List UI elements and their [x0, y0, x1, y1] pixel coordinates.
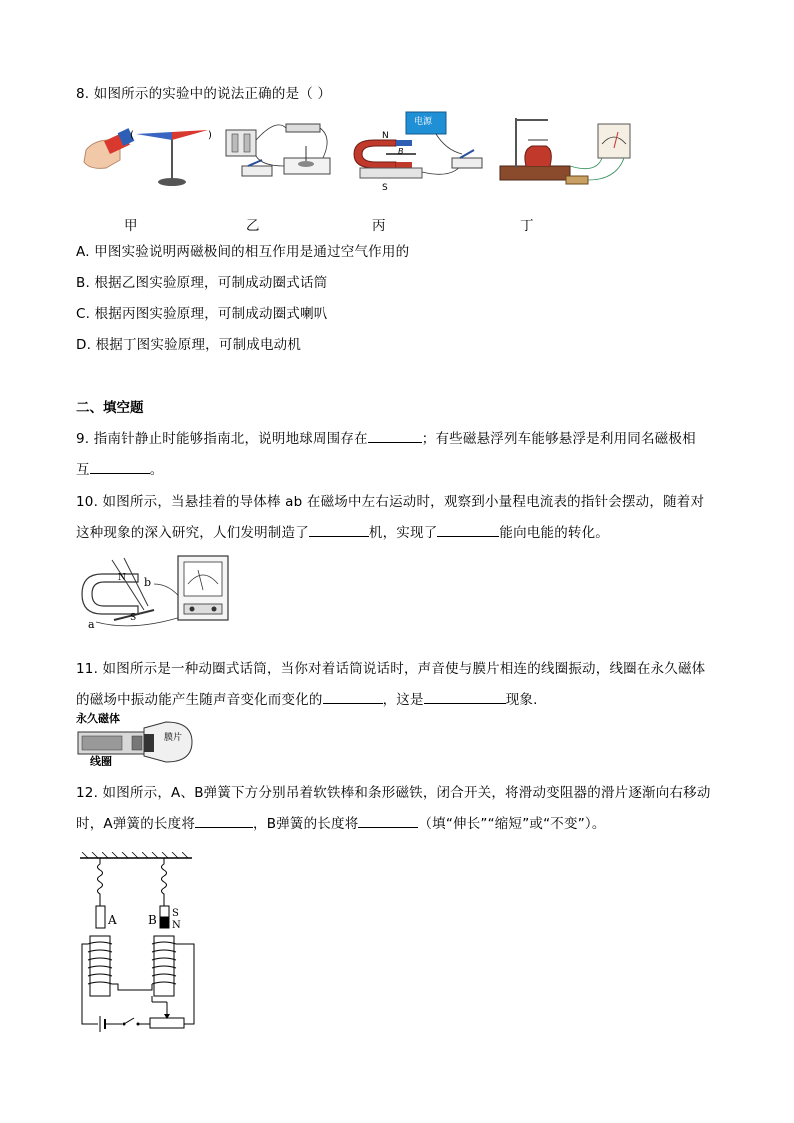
q8-option-c: C. 根据丙图实验原理，可制成动圈式喇叭	[76, 306, 328, 322]
magnet-label: 永久磁体	[76, 712, 120, 725]
q12-line1: 12. 如图所示，A、B弹簧下方分别吊着软铁棒和条形磁铁，闭合开关，将滑动变阻器的滑片逐渐向右移动	[76, 785, 711, 801]
q12-text-1: 时，A弹簧的长度将	[76, 816, 196, 832]
q9-blank-1[interactable]	[368, 428, 422, 443]
q10-text-1: 这种现象的深入研究，人们发明制造了	[76, 525, 309, 541]
section-title: 二、填空题	[76, 400, 144, 416]
q12-line2	[76, 812, 606, 832]
b-label: b	[144, 576, 152, 589]
q11-text-1: 的磁场中振动能产生随声音变化而变化的	[76, 692, 323, 708]
q12-text-3: （填“伸长”“缩短”或“不变”）。	[418, 816, 606, 832]
b-label: B	[398, 147, 404, 156]
n-label: N	[118, 573, 126, 583]
q9-line2	[76, 458, 163, 478]
south-label: S	[382, 183, 388, 193]
q12-blank-1[interactable]	[195, 813, 253, 828]
figure-yi	[226, 124, 330, 176]
q8-stem: 8. 如图所示的实验中的说法正确的是（ ）	[76, 86, 332, 102]
figure-ding	[500, 118, 630, 184]
q9-text-1: 9. 指南针静止时能够指南北，说明地球周围存在	[76, 431, 368, 447]
q12-blank-2[interactable]	[358, 813, 418, 828]
q9-text-3: 互	[76, 462, 90, 478]
figure-bing	[354, 112, 482, 193]
q8-option-d: D. 根据丁图实验原理，可制成电动机	[76, 337, 302, 353]
q12-figure	[78, 852, 200, 1032]
q10-text-2: 机，实现了	[368, 525, 438, 541]
a-label: a	[88, 618, 95, 631]
power-label: 电源	[414, 117, 433, 127]
q10-text-3: 能向电能的转化。	[499, 525, 610, 541]
q11-line2	[76, 688, 538, 708]
svg-text:): )	[208, 130, 212, 141]
q10-figure	[74, 550, 254, 632]
spring-b-label: B	[148, 913, 157, 927]
q9-line1	[76, 427, 696, 447]
pole-n-label: N	[172, 920, 181, 931]
caption-ding: 丁	[520, 218, 534, 234]
q11-blank-1[interactable]	[323, 689, 383, 704]
caption-yi: 乙	[246, 218, 260, 234]
caption-bing: 丙	[372, 218, 386, 234]
q8-option-b: B. 根据乙图实验原理，可制成动圈式话筒	[76, 275, 328, 291]
q12-text-2: ，B弹簧的长度将	[253, 816, 359, 832]
pole-s-label: S	[172, 908, 179, 919]
q10-blank-2[interactable]	[437, 522, 499, 537]
figure-jia	[84, 128, 212, 186]
q9-text-4: 。	[149, 462, 164, 478]
q11-text-2: ，这是	[382, 692, 424, 708]
q8-option-a: A. 甲图实验说明两磁极间的相互作用是通过空气作用的	[76, 244, 410, 260]
q11-figure	[74, 710, 200, 766]
membrane-label: 膜片	[164, 733, 183, 743]
coil-label: 线圈	[90, 755, 112, 766]
q11-line1: 11. 如图所示是一种动圈式话筒，当你对着话筒说话时，声音使与膜片相连的线圈振动，线圈在永久磁体	[76, 661, 706, 677]
q10-line2	[76, 521, 609, 541]
north-label: N	[382, 131, 389, 141]
q11-blank-2[interactable]	[424, 689, 506, 704]
caption-jia: 甲	[124, 218, 138, 234]
q9-blank-2[interactable]	[90, 459, 150, 474]
q10-blank-1[interactable]	[309, 522, 369, 537]
svg-text:(: (	[130, 130, 134, 141]
q9-text-2: ；有些磁悬浮列车能够悬浮是利用同名磁极相	[421, 431, 696, 447]
q10-line1: 10. 如图所示，当悬挂着的导体棒 ab 在磁场中左右运动时，观察到小量程电流表的指针会摆动，随着对	[76, 494, 705, 510]
q11-text-3: 现象.	[505, 692, 538, 708]
q8-figures	[76, 110, 636, 202]
s-label: S	[130, 613, 137, 623]
spring-a-label: A	[108, 913, 117, 927]
